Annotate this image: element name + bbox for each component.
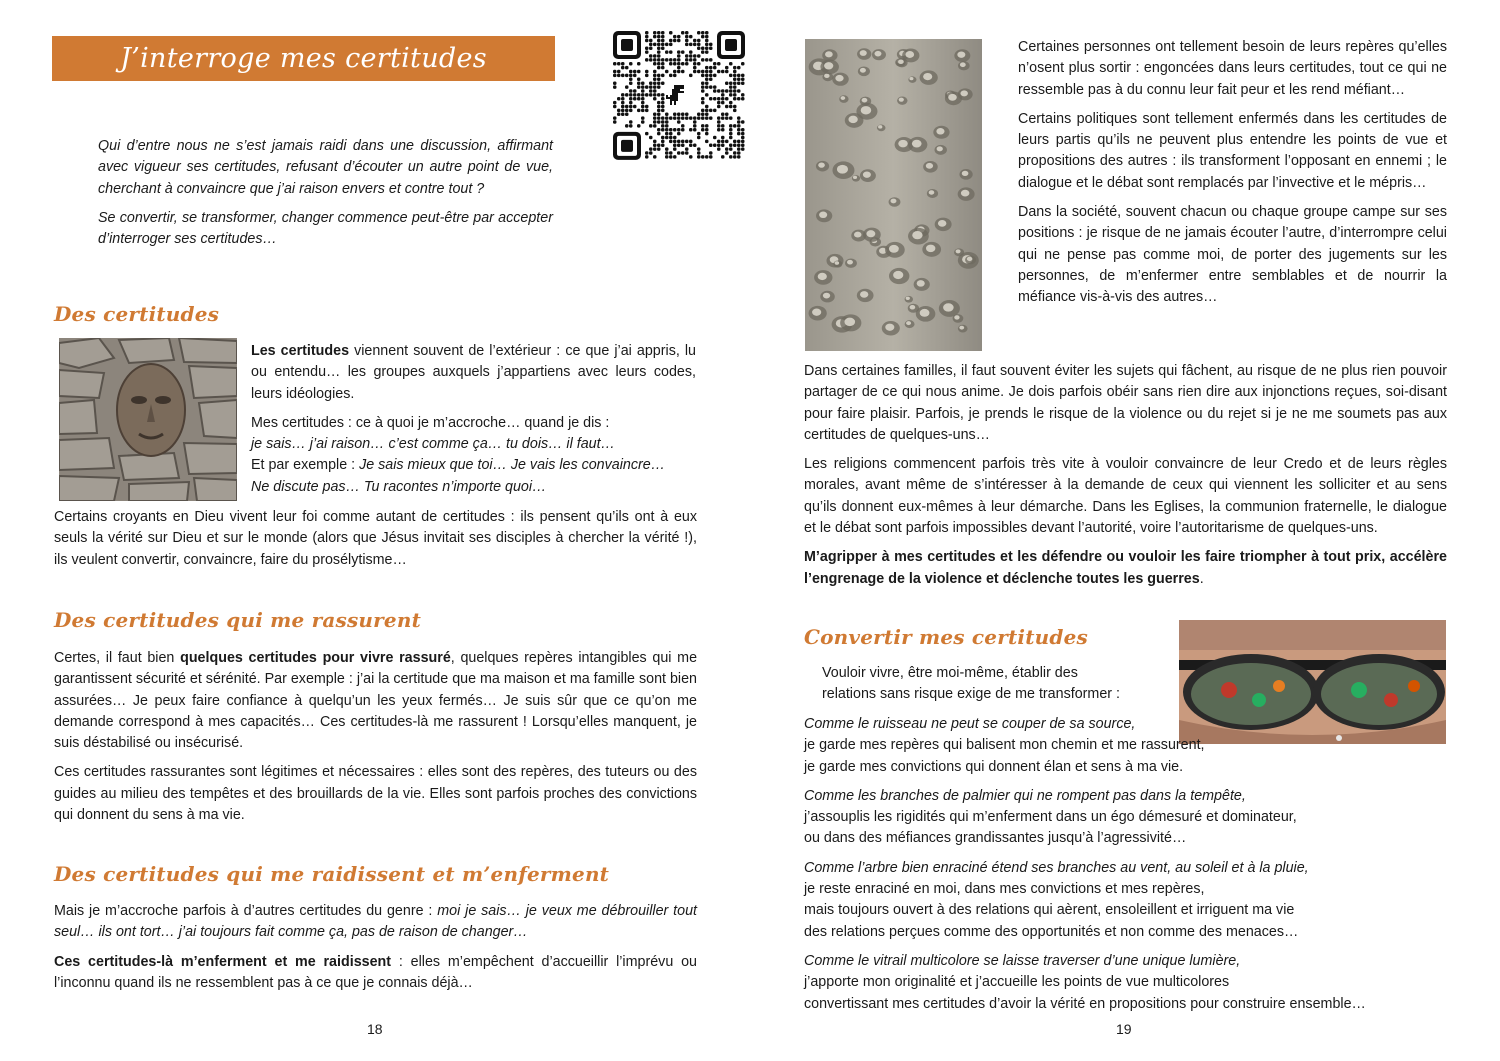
stiffen-bold: Ces certitudes-là m’enferment et me raidissent bbox=[54, 953, 392, 970]
quote-intro-line: Mes certitudes : ce à quoi je m’accroche… quand je dis : bbox=[251, 414, 610, 431]
reassure-text-b: , quelques repères intangibles qui me garantissent sécurité et sérénité. Par exemple : j’ai la certitude que ma maison et ma famille sont bien assurées… Je peux faire confiance à quelqu’un les yeux fermés… Je suis sûr que ce qu’on me demande correspond à mes capacités… Ces certitudes-là me rassurent ! Lorsqu’elles manquent, je suis déstabilisé ou insécurisé. bbox=[54, 650, 698, 752]
religions-paragraph: Les religions commencent parfois très vite à vouloir convaincre de leur Credo et de leurs règles morales, avant même de s’intéresser à la demande de ceux qui viennent les solliciter et au sens qu’ils donnent eux-mêmes à leur démarche. Dans les Eglises, la communion fraternelle, le dialogue et le débat sont parfois impossibles devant l’autorité, voire l’autoritarisme de quelques-uns. bbox=[804, 456, 1447, 537]
convert-intro bbox=[822, 663, 1177, 706]
example-quote-2: Ne discute pas… Tu racontes n’importe quoi… bbox=[251, 478, 547, 495]
section2-text bbox=[54, 648, 697, 826]
reassure-bold: quelques certitudes pour vivre rassuré bbox=[180, 650, 451, 666]
dinosaur-icon bbox=[666, 85, 684, 105]
poem bbox=[804, 714, 1447, 1015]
example-label: Et par exemple : bbox=[251, 457, 360, 474]
qr-code[interactable] bbox=[612, 31, 746, 161]
stanza-1-line-2: je garde mes repères qui balisent mon chemin et me rassurent, bbox=[804, 737, 1205, 754]
violence-bold-paragraph: M’agripper à mes certitudes et les défendre ou vouloir les faire triompher à tout prix, accélère l’engrenage de la violence et déclenche toutes les guerres bbox=[804, 549, 1447, 587]
quote-line: je sais… j’ai raison… c’est comme ça… tu dois… il faut… bbox=[251, 436, 615, 453]
intro-paragraph-2: Se convertir, se transformer, changer commence peut-être par accepter d’interroger ses certitudes… bbox=[98, 209, 553, 248]
stiffen-rest: : elles m’empêchent d’accueillir l’imprévu ou l’inconnu quand ils ne ressemblent pas à ce que je connais déjà… bbox=[54, 953, 697, 991]
intro-paragraph-1: Qui d’entre nous ne s’est jamais raidi dans une discussion, affirmant avec vigueur ses certitudes, refusant d’écouter un autre point de vue, cherchant à convaincre que j’ai raison envers et contre tout ? bbox=[98, 138, 553, 197]
section-heading-rassurent: Des certitudes qui me rassurent bbox=[54, 608, 422, 632]
page-title: J’interroge mes certitudes bbox=[120, 43, 487, 74]
stanza-tree bbox=[804, 858, 1447, 943]
intro-block bbox=[98, 136, 553, 250]
stiffen-quote: moi je sais… je veux me débrouiller tout seul… ils ont tort… j’ai toujours fait comme ça, pas de raison de changer… bbox=[54, 903, 698, 941]
stanza-palm bbox=[804, 786, 1447, 850]
people-paragraph: Certaines personnes ont tellement besoin de leurs repères qu’elles n’osent plus sortir : engoncées dans leurs certitudes, tout ce qui ne ressemble pas à du connu leur fait peur et les rend méfiant… bbox=[1018, 39, 1447, 98]
society-paragraph: Dans la société, souvent chacun ou chaque groupe campe sur ses positions : je risque de ne jamais écouter l’autre, d’interrompre celui qui ne pense pas comme moi, de porter des jugements sur les personnes, de m’enfermer entre semblables et de nourrir la méfiance vis-à-vis des autres… bbox=[1018, 204, 1447, 306]
stanza-1-line-1: Comme le ruisseau ne peut se couper de sa source, bbox=[804, 716, 1136, 732]
believers-paragraph: Certains croyants en Dieu vivent leur foi comme autant de certitudes : ils pensent qu’ils ont à eux seuls la vérité sur Dieu et sur le monde (alors que Jésus invitait ses disciples à chercher la vérité !), ils veulent convertir, convaincre, faire du prosélytisme… bbox=[54, 509, 697, 568]
stanza-2-line-3: ou dans des méfiances grandissantes jusqu’à l’agressivité… bbox=[804, 830, 1187, 847]
stanza-3-line-2: je reste enraciné en moi, dans mes convictions et mes repères, bbox=[804, 881, 1205, 898]
section3-text bbox=[54, 901, 697, 994]
families-paragraph: Dans certaines familles, il faut souvent éviter les sujets qui fâchent, au risque de ne plus rien pouvoir partager de ce qui nous anime. Je dois parfois obéir sans rien dire aux injonctions reçues, soi-disant pour faire plaisir. Parfois, je prends le risque de la violence ou du rejet si je ne me soumets pas aux certitudes de quelques-uns… bbox=[804, 363, 1447, 443]
section-heading-des-certitudes: Des certitudes bbox=[54, 302, 220, 326]
certitudes-bold: Les certitudes bbox=[251, 343, 350, 359]
stanza-2-line-2: j’assouplis les rigidités qui m’enferment dans un égo démesuré et dominateur, bbox=[804, 809, 1297, 826]
stiffen-text: Mais je m’accroche parfois à d’autres certitudes du genre : bbox=[54, 903, 438, 919]
stanza-stream bbox=[804, 714, 1447, 778]
page-number-left: 18 bbox=[367, 1021, 383, 1037]
stanza-1-line-3: je garde mes convictions qui donnent élan et sens à ma vie. bbox=[804, 758, 1184, 775]
spiky-tree-bark-photo bbox=[805, 39, 982, 351]
page-title-banner bbox=[52, 36, 555, 81]
stanza-4-line-3: convertissant mes certitudes d’avoir la vérité en propositions pour construire ensemble… bbox=[804, 995, 1366, 1012]
stanza-4-line-2: j’apporte mon originalité et j’accueille les points de vue multicolores bbox=[804, 974, 1230, 991]
stanza-3-line-4: des relations perçues comme des opportunités et non comme des menaces… bbox=[804, 923, 1299, 940]
convert-intro-line-1: Vouloir vivre, être moi-même, établir des bbox=[822, 665, 1078, 681]
stanza-4-line-1: Comme le vitrail multicolore se laisse traverser d’une unique lumière, bbox=[804, 952, 1241, 969]
example-quote: Je sais mieux que toi… Je vais les convaincre… bbox=[359, 457, 666, 474]
stanza-2-line-1: Comme les branches de palmier qui ne rompent pas dans la tempête, bbox=[804, 787, 1246, 804]
convert-intro-line-2: relations sans risque exige de me transformer : bbox=[822, 686, 1120, 703]
right-top-text bbox=[1018, 37, 1447, 309]
section1-text bbox=[251, 341, 696, 498]
stanza-3-line-1: Comme l’arbre bien enraciné étend ses branches au vent, au soleil et à la pluie, bbox=[804, 859, 1309, 876]
section-heading-raidissent: Des certitudes qui me raidissent et m’enferment bbox=[54, 862, 610, 886]
reassure-paragraph-2: Ces certitudes rassurantes sont légitimes et nécessaires : elles sont des repères, des tuteurs ou des guides au milieu des tempêtes et des brouillards de la vie. Elles sont parfois proches des convictions qui donnent du sens à ma vie. bbox=[54, 764, 697, 824]
stone-wall-face-photo bbox=[59, 338, 237, 501]
politics-paragraph: Certains politiques sont tellement enfermés dans les certitudes de leurs partis qu’ils ne peuvent plus entendre les points de vue et propositions des autres : ils transforment l’opposant en ennemi ; le dialogue et le débat sont remplacés par l’invective et le mépris… bbox=[1018, 110, 1447, 191]
reassure-text-a: Certes, il faut bien bbox=[54, 650, 181, 666]
stanza-3-line-3: mais toujours ouvert à des relations qui aèrent, ensoleillent et irriguent ma vie bbox=[804, 902, 1295, 919]
stanza-window bbox=[804, 951, 1447, 1015]
violence-period: . bbox=[1199, 570, 1204, 587]
certitudes-text: viennent souvent de l’extérieur : ce que j’ai appris, lu ou entendu… les groupes auxquels j’appartiens avec leurs codes, leurs idéologies. bbox=[251, 343, 696, 402]
right-full-text bbox=[804, 361, 1447, 590]
section-heading-convertir: Convertir mes certitudes bbox=[804, 625, 1088, 649]
page-number-right: 19 bbox=[1116, 1021, 1132, 1037]
